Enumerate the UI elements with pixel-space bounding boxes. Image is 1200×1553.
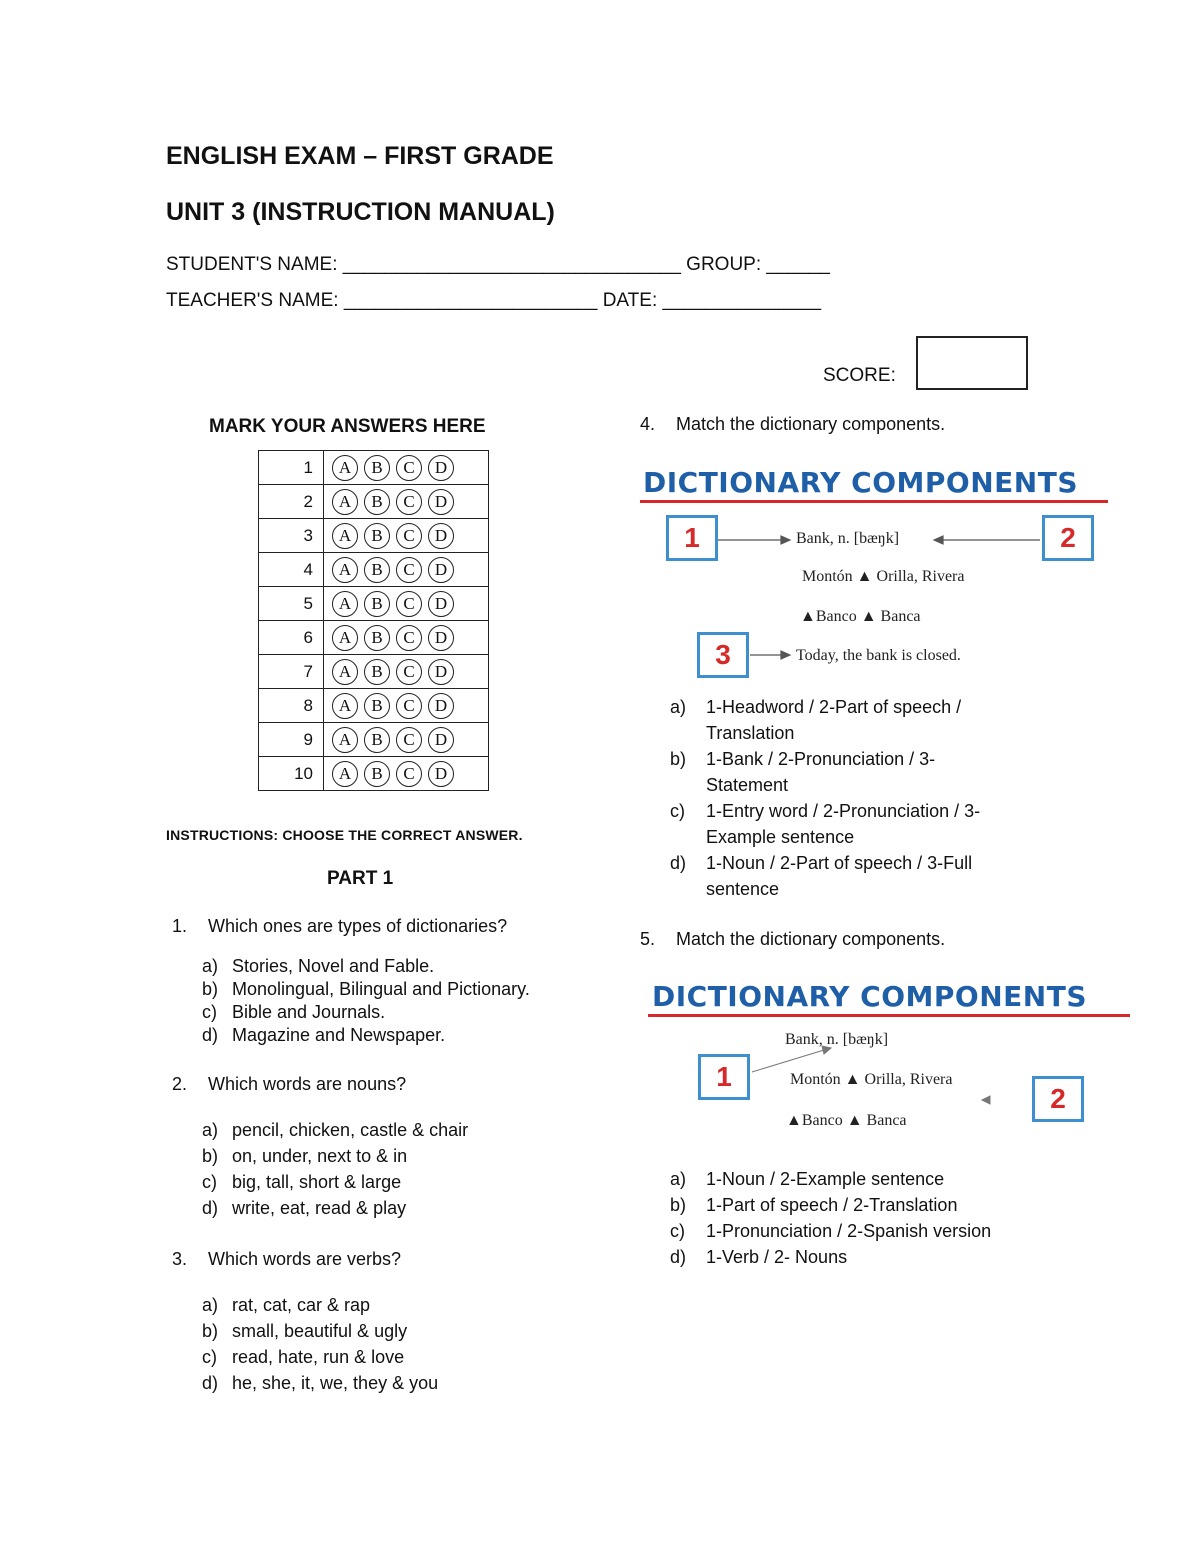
question-number: 2.: [172, 1074, 188, 1094]
answer-bubble-c[interactable]: C: [396, 659, 422, 685]
answer-bubbles: [324, 587, 489, 621]
answer-bubble-a[interactable]: A: [332, 625, 358, 651]
answer-bubble-d[interactable]: D: [428, 591, 454, 617]
option-b[interactable]: [670, 1192, 1050, 1218]
option-d[interactable]: [202, 1370, 602, 1396]
score-label: SCORE:: [823, 365, 896, 386]
option-letter: a): [670, 1169, 687, 1189]
answer-bubbles: [324, 689, 489, 723]
translations-line-1: Montón ▲ Orilla, Rivera: [802, 568, 965, 585]
component-box-2: 2: [1032, 1076, 1084, 1122]
answer-bubble-b[interactable]: B: [364, 761, 390, 787]
option-d[interactable]: [202, 1195, 602, 1221]
answer-row: [259, 553, 489, 587]
answer-bubble-a[interactable]: A: [332, 761, 358, 787]
answer-bubbles: [324, 621, 489, 655]
answer-bubble-c[interactable]: C: [396, 693, 422, 719]
unit-title: UNIT 3 (INSTRUCTION MANUAL): [166, 198, 555, 226]
option-letter: b): [670, 749, 687, 769]
translations-line-2: ▲Banco ▲ Banca: [786, 1112, 907, 1129]
option-c[interactable]: [670, 1218, 1050, 1244]
answer-row-number: 10: [259, 757, 324, 791]
option-text: small, beautiful & ugly: [232, 1321, 408, 1341]
answer-bubble-d[interactable]: D: [428, 693, 454, 719]
figure-title: DICTIONARY COMPONENTS: [643, 466, 1078, 499]
option-c[interactable]: [202, 1001, 602, 1024]
answer-bubble-b[interactable]: B: [364, 489, 390, 515]
dictionary-figure-2: [648, 976, 1134, 1134]
option-text: 1-Verb / 2- Nouns: [706, 1247, 848, 1267]
option-d[interactable]: [670, 850, 1010, 902]
answer-bubble-a[interactable]: A: [332, 727, 358, 753]
answer-bubble-d[interactable]: D: [428, 557, 454, 583]
answer-row-number: 7: [259, 655, 324, 689]
option-text: 1-Part of speech / 2-Translation: [706, 1195, 958, 1215]
option-letter: a): [670, 697, 687, 717]
option-text: 1-Pronunciation / 2-Spanish version: [706, 1221, 992, 1241]
question-number: 3.: [172, 1249, 188, 1269]
option-text: 1-Noun / 2-Example sentence: [706, 1169, 945, 1189]
headword-entry: Bank, n. [bæŋk]: [785, 1031, 889, 1048]
answer-bubble-d[interactable]: D: [428, 625, 454, 651]
option-text: Stories, Novel and Fable.: [232, 956, 435, 976]
answer-bubbles: [324, 519, 489, 553]
answer-bubble-b[interactable]: B: [364, 659, 390, 685]
answer-bubble-d[interactable]: D: [428, 761, 454, 787]
option-text: Bible and Journals.: [232, 1002, 386, 1022]
answer-row-number: 3: [259, 519, 324, 553]
option-a[interactable]: [670, 1166, 1050, 1192]
answer-bubble-d[interactable]: D: [428, 489, 454, 515]
question-2: [172, 1074, 602, 1221]
answer-bubbles: [324, 485, 489, 519]
answer-row-number: 8: [259, 689, 324, 723]
question-5: [640, 929, 945, 950]
answer-bubble-a[interactable]: A: [332, 693, 358, 719]
option-c[interactable]: [670, 798, 1010, 850]
answer-bubble-b[interactable]: B: [364, 591, 390, 617]
answer-row: [259, 519, 489, 553]
question-text: Which words are nouns?: [208, 1074, 407, 1094]
answer-bubbles: [324, 723, 489, 757]
option-text: 1-Headword / 2-Part of speech / Translation: [706, 697, 962, 743]
option-letter: d): [670, 1247, 687, 1267]
option-letter: d): [202, 1025, 219, 1045]
question-text: Which ones are types of dictionaries?: [208, 916, 508, 936]
answer-row-number: 1: [259, 451, 324, 485]
question-number: 4.: [640, 414, 656, 434]
answer-bubbles: [324, 451, 489, 485]
answer-sheet: [258, 450, 489, 791]
teacher-name-line: TEACHER'S NAME: ________________________ DATE: _______________: [166, 290, 822, 311]
option-a[interactable]: [202, 1117, 602, 1143]
question-text: Which words are verbs?: [208, 1249, 402, 1269]
option-letter: a): [202, 1120, 219, 1140]
option-a[interactable]: [202, 1292, 602, 1318]
option-letter: d): [202, 1198, 219, 1218]
component-box-2: 2: [1042, 515, 1094, 561]
option-b[interactable]: [202, 1318, 602, 1344]
part1-title: PART 1: [327, 868, 394, 889]
answer-bubble-c[interactable]: C: [396, 489, 422, 515]
answer-row-number: 2: [259, 485, 324, 519]
answer-bubble-a[interactable]: A: [332, 659, 358, 685]
answer-row: [259, 451, 489, 485]
option-letter: b): [202, 1321, 219, 1341]
option-letter: b): [202, 979, 219, 999]
answer-bubble-d[interactable]: D: [428, 659, 454, 685]
option-text: 1-Noun / 2-Part of speech / 3-Full sentence: [706, 853, 973, 899]
answer-bubble-a[interactable]: A: [332, 591, 358, 617]
answer-row-number: 6: [259, 621, 324, 655]
option-letter: a): [202, 1295, 219, 1315]
option-letter: c): [670, 1221, 685, 1241]
question-text: Match the dictionary components.: [676, 414, 946, 434]
question-number: 1.: [172, 916, 188, 936]
answer-bubble-a[interactable]: A: [332, 557, 358, 583]
answer-bubble-b[interactable]: B: [364, 625, 390, 651]
figure-title: DICTIONARY COMPONENTS: [652, 980, 1087, 1013]
answer-bubble-a[interactable]: A: [332, 489, 358, 515]
headword-entry: Bank, n. [bæŋk]: [796, 530, 900, 547]
answer-bubble-d[interactable]: D: [428, 523, 454, 549]
option-c[interactable]: [202, 1169, 602, 1195]
answer-bubble-b[interactable]: B: [364, 693, 390, 719]
answer-bubble-c[interactable]: C: [396, 455, 422, 481]
option-text: rat, cat, car & rap: [232, 1295, 371, 1315]
option-text: pencil, chicken, castle & chair: [232, 1120, 469, 1140]
option-letter: d): [202, 1373, 219, 1393]
component-box-1: 1: [666, 515, 718, 561]
figure-arrows: [648, 976, 1134, 1134]
answer-bubble-a[interactable]: A: [332, 523, 358, 549]
option-letter: d): [670, 853, 687, 873]
answer-row: [259, 587, 489, 621]
answer-bubble-b[interactable]: B: [364, 727, 390, 753]
option-text: Monolingual, Bilingual and Pictionary.: [232, 979, 530, 999]
answer-row: [259, 485, 489, 519]
answer-bubble-c[interactable]: C: [396, 557, 422, 583]
question-3: [172, 1249, 602, 1396]
question-text: Match the dictionary components.: [676, 929, 946, 949]
question-number: 5.: [640, 929, 656, 949]
option-letter: b): [670, 1195, 687, 1215]
answer-sheet-heading: MARK YOUR ANSWERS HERE: [209, 416, 486, 437]
option-letter: c): [202, 1002, 217, 1022]
instructions: INSTRUCTIONS: CHOOSE THE CORRECT ANSWER.: [166, 827, 523, 843]
answer-bubble-c[interactable]: C: [396, 591, 422, 617]
dictionary-figure-1: [640, 462, 1112, 684]
option-b[interactable]: [670, 746, 1010, 798]
student-name-line: STUDENT'S NAME: ________________________________ GROUP: ______: [166, 254, 830, 275]
option-letter: c): [670, 801, 685, 821]
option-text: 1-Entry word / 2-Pronunciation / 3-Example sentence: [706, 801, 981, 847]
answer-row: [259, 723, 489, 757]
answer-row-number: 9: [259, 723, 324, 757]
answer-bubble-b[interactable]: B: [364, 557, 390, 583]
option-b[interactable]: [202, 978, 602, 1001]
answer-row: [259, 689, 489, 723]
option-text: read, hate, run & love: [232, 1347, 405, 1367]
component-box-1: 1: [698, 1054, 750, 1100]
answer-row: [259, 757, 489, 791]
answer-grid: [258, 450, 489, 791]
question-4: [640, 414, 945, 435]
option-text: on, under, next to & in: [232, 1146, 408, 1166]
option-letter: b): [202, 1146, 219, 1166]
option-c[interactable]: [202, 1344, 602, 1370]
answer-row-number: 5: [259, 587, 324, 621]
option-b[interactable]: [202, 1143, 602, 1169]
answer-bubble-b[interactable]: B: [364, 455, 390, 481]
option-text: 1-Bank / 2-Pronunciation / 3-Statement: [706, 749, 936, 795]
answer-bubbles: [324, 553, 489, 587]
option-letter: c): [202, 1172, 217, 1192]
option-a[interactable]: [670, 694, 1010, 746]
exam-title: ENGLISH EXAM – FIRST GRADE: [166, 142, 554, 170]
answer-bubble-d[interactable]: D: [428, 455, 454, 481]
question-1: [172, 916, 602, 1047]
example-sentence: Today, the bank is closed.: [796, 647, 961, 664]
answer-bubbles: [324, 757, 489, 791]
component-box-3: 3: [697, 632, 749, 678]
answer-bubble-c[interactable]: C: [396, 761, 422, 787]
translations-line-2: ▲Banco ▲ Banca: [800, 608, 921, 625]
option-text: write, eat, read & play: [232, 1198, 407, 1218]
option-d[interactable]: [670, 1244, 1050, 1270]
score-box: [916, 336, 1028, 390]
answer-bubble-d[interactable]: D: [428, 727, 454, 753]
option-d[interactable]: [202, 1024, 602, 1047]
option-text: he, she, it, we, they & you: [232, 1373, 439, 1393]
option-letter: c): [202, 1347, 217, 1367]
answer-bubble-c[interactable]: C: [396, 727, 422, 753]
answer-row: [259, 655, 489, 689]
option-letter: a): [202, 956, 219, 976]
answer-row-number: 4: [259, 553, 324, 587]
option-text: Magazine and Newspaper.: [232, 1025, 446, 1045]
question-5-options: [670, 1166, 1050, 1270]
answer-bubbles: [324, 655, 489, 689]
answer-bubble-c[interactable]: C: [396, 523, 422, 549]
question-4-options: [670, 694, 1010, 902]
option-a[interactable]: [202, 955, 602, 978]
option-text: big, tall, short & large: [232, 1172, 402, 1192]
answer-bubble-a[interactable]: A: [332, 455, 358, 481]
translations-line-1: Montón ▲ Orilla, Rivera: [790, 1071, 953, 1088]
answer-bubble-c[interactable]: C: [396, 625, 422, 651]
answer-bubble-b[interactable]: B: [364, 523, 390, 549]
answer-row: [259, 621, 489, 655]
